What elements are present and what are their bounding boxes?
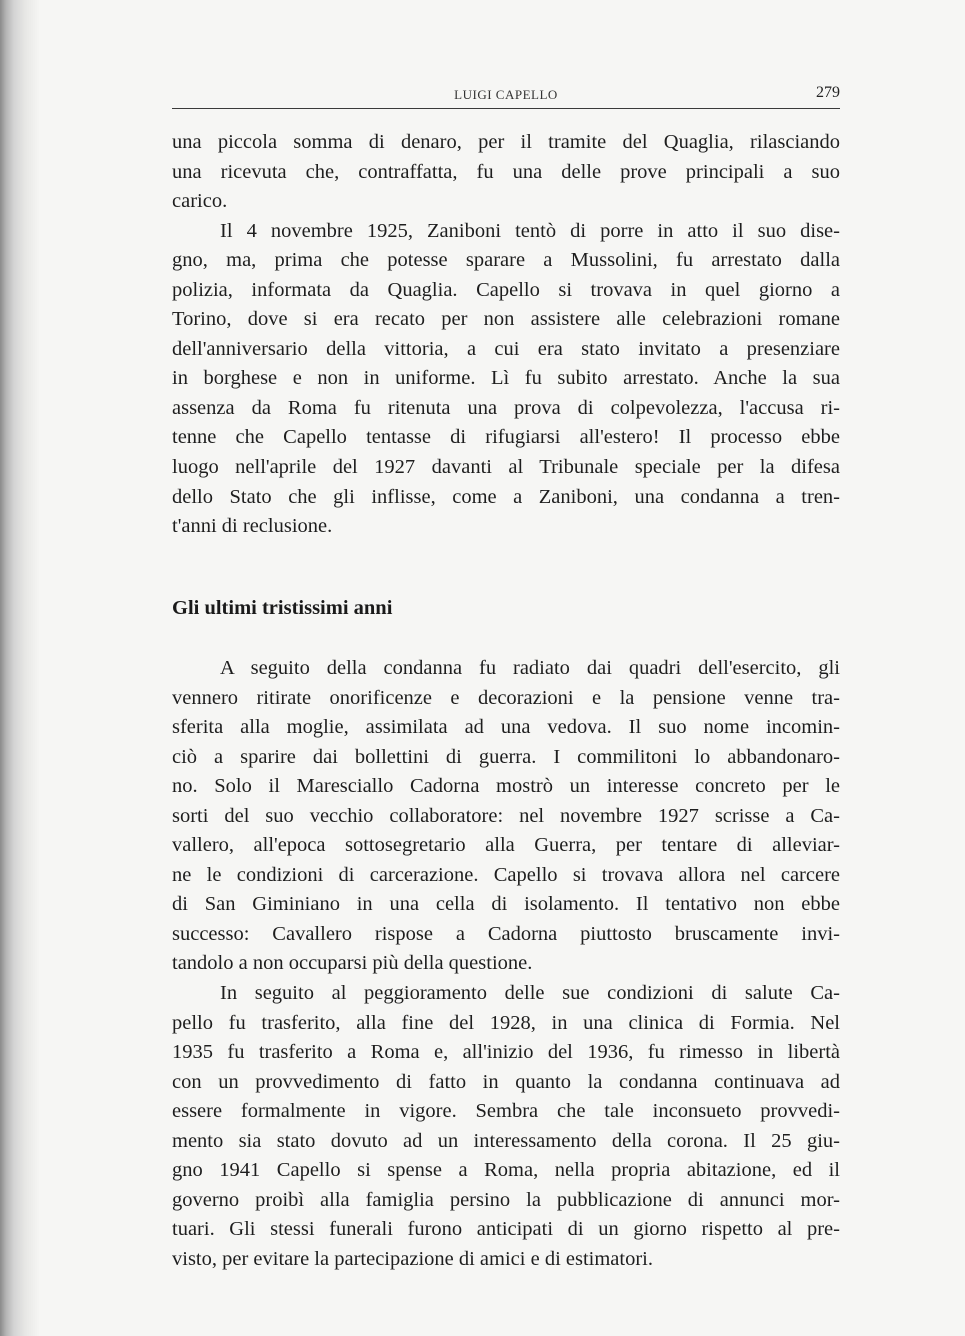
text-line: In seguito al peggioramento delle sue condizioni di salute Ca- (220, 982, 840, 1005)
text-line: visto, per evitare la partecipazione di amici e di estimatori. (172, 1247, 653, 1270)
running-head: LUIGI CAPELLO (454, 87, 558, 102)
text-line: no. Solo il Maresciallo Cadorna mostrò un interesse concreto per le (172, 775, 840, 798)
text-line: sorti del suo vecchio collaboratore: nel novembre 1927 scrisse a Ca- (172, 804, 840, 827)
text-line: vallero, all'epoca sottosegretario alla Guerra, per tentare di alleviar- (172, 834, 840, 857)
text-line: mento sia stato dovuto ad un interessamento della corona. Il 25 giu- (172, 1129, 840, 1152)
text-line: gno 1941 Capello si spense a Roma, nella propria abitazione, ed il (172, 1159, 840, 1182)
page-number: 279 (816, 84, 840, 101)
body-text-block-1 (172, 128, 840, 542)
page-binding-shadow (0, 0, 40, 1336)
text-line: tandolo a non occuparsi più della questione. (172, 952, 533, 975)
text-line: una piccola somma di denaro, per il tramite del Quaglia, rilasciando (172, 131, 840, 153)
text-line: assenza da Roma fu ritenuta una prova di colpevolezza, l'accusa ri- (172, 396, 840, 419)
text-line: pello fu trasferito, alla fine del 1928, in una clinica di Formia. Nel (172, 1011, 840, 1034)
text-line: ne le condizioni di carcerazione. Capello si trovava allora nel carcere (172, 863, 840, 886)
text-line: luogo nell'aprile del 1927 davanti al Tribunale speciale per la difesa (172, 456, 840, 479)
text-line: Torino, dove si era recato per non assistere alle celebrazioni romane (172, 308, 840, 331)
text-line: con un provvedimento di fatto in quanto la condanna continuava ad (172, 1070, 840, 1093)
text-line: carico. (172, 190, 228, 213)
text-line: gno, ma, prima che potesse sparare a Mussolini, fu arrestato dalla (172, 249, 840, 272)
section-heading: Gli ultimi tristissimi anni (172, 597, 393, 619)
text-line: 1935 fu trasferito a Roma e, all'inizio del 1936, fu rimesso in libertà (172, 1041, 840, 1064)
text-line: una ricevuta che, contraffatta, fu una delle prove principali a suo (172, 160, 840, 183)
text-line: dell'anniversario della vittoria, a cui era stato invitato a presenziare (172, 337, 840, 360)
text-line: in borghese e non in uniforme. Lì fu subito arrestato. Anche la sua (172, 367, 840, 390)
text-line: A seguito della condanna fu radiato dai quadri dell'esercito, gli (220, 657, 840, 679)
body-text-block-2 (172, 654, 840, 1274)
page-header (172, 82, 840, 109)
text-line: Il 4 novembre 1925, Zaniboni tentò di porre in atto il suo dise- (220, 219, 840, 242)
text-line: ciò a sparire dai bollettini di guerra. I commilitoni lo abbandonaro- (172, 745, 840, 768)
text-line: dello Stato che gli inflisse, come a Zaniboni, una condanna a tren- (172, 485, 840, 508)
text-line: governo proibì alla famiglia persino la pubblicazione di annunci mor- (172, 1188, 840, 1211)
text-line: sferita alla moglie, assimilata ad una vedova. Il suo nome incomin- (172, 716, 840, 739)
text-line: tuari. Gli stessi funerali furono anticipati di un giorno rispetto al pre- (172, 1218, 840, 1241)
text-line: di San Giminiano in una cella di isolamento. Il tentativo non ebbe (172, 893, 840, 916)
text-line: tenne che Capello tentasse di rifugiarsi all'estero! Il processo ebbe (172, 426, 840, 449)
text-line: successo: Cavallero rispose a Cadorna piuttosto bruscamente invi- (172, 922, 840, 945)
text-line: vennero ritirate onorificenze e decorazioni e la pensione venne tra- (172, 686, 840, 709)
text-line: essere formalmente in vigore. Sembra che tale inconsueto provvedi- (172, 1100, 840, 1123)
text-line: t'anni di reclusione. (172, 515, 333, 538)
text-line: polizia, informata da Quaglia. Capello si trovava in quel giorno a (172, 278, 840, 301)
